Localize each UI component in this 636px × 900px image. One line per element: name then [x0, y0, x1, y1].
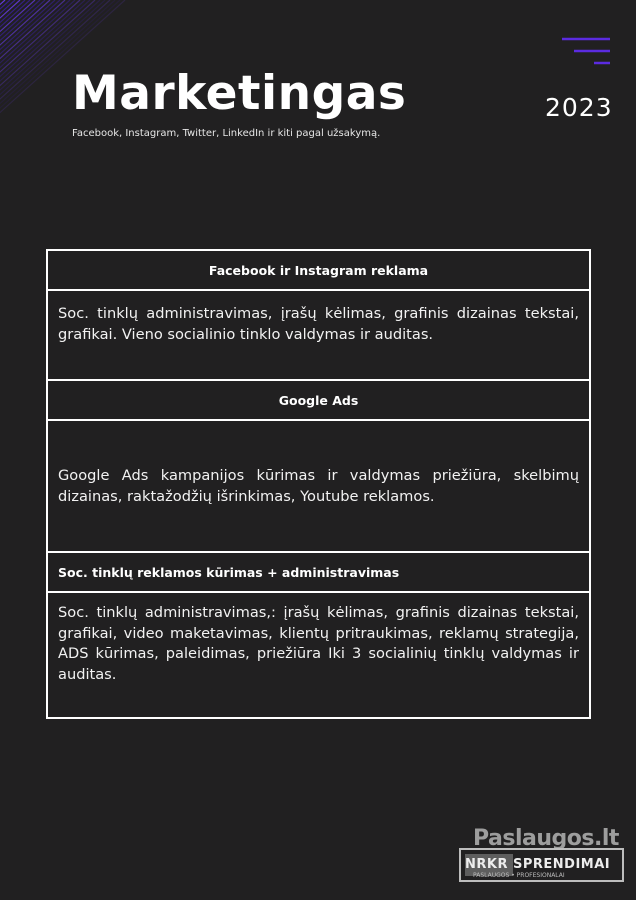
table-cell-social	[48, 593, 589, 717]
section-text: Soc. tinklų administravimas, įrašų kėlimas, grafinis dizainas tekstai, grafikai. Vieno socialinio tinklo valdymas ir auditas.	[58, 305, 579, 343]
table-cell-facebook	[48, 291, 589, 381]
section-heading: Soc. tinklų reklamos kūrimas + administravimas	[58, 564, 400, 580]
watermark-small-text: PASLAUGOS • PROFESIONALAI	[473, 872, 565, 879]
table-header-social	[48, 553, 589, 593]
services-table	[46, 249, 591, 719]
section-text: Google Ads kampanijos kūrimas ir valdymas priežiūra, skelbimų dizainas, raktažodžių išrinkimas, Youtube reklamos.	[58, 467, 579, 505]
table-cell-google-ads	[48, 421, 589, 553]
menu-lines-icon[interactable]	[560, 36, 612, 68]
watermark-text: NRKR SPRENDIMAI	[465, 857, 611, 872]
year-label: 2023	[545, 93, 613, 122]
table-header-google-ads	[48, 381, 589, 421]
page-title: Marketingas	[72, 66, 407, 121]
section-heading: Google Ads	[278, 392, 359, 408]
section-heading: Facebook ir Instagram reklama	[208, 262, 429, 278]
table-header-facebook	[48, 251, 589, 291]
watermark-logo: Paslaugos.lt	[473, 826, 619, 851]
page-subtitle: Facebook, Instagram, Twitter, LinkedIn ir kiti pagal užsakymą.	[72, 128, 381, 139]
section-text: Soc. tinklų administravimas,: įrašų kėlimas, grafinis dizainas tekstai, grafikai, video maketavimas, klientų pritraukimas, reklamų strategija, ADS kūrimas, paleidimas, priežiūra Iki 3 socialinių tinklų valdymas ir auditas.	[58, 604, 579, 683]
watermark-box	[459, 848, 624, 882]
watermark	[459, 826, 627, 886]
